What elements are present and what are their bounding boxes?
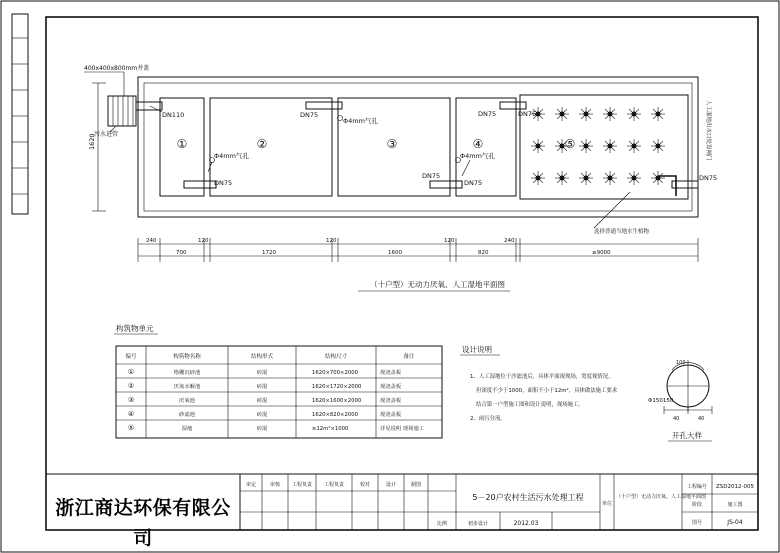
design-line: 2、雨污分流。 — [470, 416, 506, 422]
structures-header-cell: 结构尺寸 — [324, 354, 348, 360]
structures-title: 构筑物单元 — [116, 324, 154, 333]
plan-title: （十户型）无动力厌氧、人工湿地平面图 — [370, 280, 505, 289]
structures-cell: 1620×820×2000 — [312, 412, 358, 418]
structures-cell: 砖混 — [256, 412, 268, 418]
dim-label: 120 — [444, 238, 455, 244]
wetland-plant — [555, 171, 569, 185]
wetland-plant — [531, 139, 545, 153]
outlet-gate — [658, 176, 676, 196]
structures-cell: 厌氧池 — [179, 398, 195, 404]
vent-label: Φ4mm气孔 — [343, 117, 378, 125]
structures-section — [114, 323, 442, 438]
dim-label: 820 — [478, 250, 489, 256]
structures-cell: 现浇盖板 — [380, 398, 402, 404]
tb-cell: 校对 — [359, 482, 371, 488]
wetland-plant — [627, 139, 641, 153]
tb-cell: 设计 — [385, 482, 397, 488]
dim-label: ≥9000 — [592, 250, 611, 256]
design-line: 结合第一户型施工图和设计说明，现场施工。 — [476, 402, 584, 408]
design-line: 1、人工湿地位于沙滤池后，具体平面视现场，宽度视情况， — [470, 374, 614, 380]
tank-label-2: ② — [256, 137, 268, 151]
tb-sheet-label: 图号 — [691, 520, 703, 526]
pipe-label-dn75: DN75 — [422, 172, 441, 180]
pipes — [136, 102, 698, 188]
tb-sheet: JS-04 — [727, 519, 743, 526]
sheet-border — [1, 1, 779, 552]
structures-cell: 详见说明 现场施工 — [380, 426, 425, 432]
wetland-area — [520, 95, 688, 199]
dim-label: 120 — [326, 238, 337, 244]
structures-header — [125, 352, 415, 360]
wetland-plant — [651, 139, 665, 153]
tb-stage-label: 阶段 — [691, 502, 703, 508]
drawing-frame — [46, 17, 758, 549]
tank-label-1: ① — [176, 137, 188, 151]
dimension-chain — [138, 238, 698, 262]
structures-cell: 砂滤池 — [179, 412, 195, 418]
structures-cell: ≥12m²×1000 — [312, 426, 349, 432]
pipe-label-dn75: DN75 — [478, 110, 497, 118]
tb-unit-label: 单位 — [601, 501, 613, 507]
tb-drawing-no-label: 工程编号 — [686, 484, 708, 490]
structures-cell: 砖混 — [256, 398, 268, 404]
pipe-label-dn110: DN110 — [162, 111, 185, 119]
structures-rows — [128, 368, 425, 432]
structures-cell: 1620×700×2000 — [312, 370, 358, 376]
vent-label: Φ4mm气孔 — [214, 152, 249, 160]
wetland-plant — [603, 107, 617, 121]
tb-cell: 制图 — [410, 482, 422, 488]
structures-cell: 1620×1600×2000 — [312, 398, 362, 404]
design-notes — [460, 344, 618, 422]
wetland-plant — [603, 171, 617, 185]
top-note-leader — [84, 72, 124, 96]
design-title: 设计说明 — [462, 345, 492, 354]
structures-cell: 砖混 — [256, 426, 268, 432]
structures-cell: 格栅沉砂池 — [173, 370, 201, 376]
detail-dim: 40 — [673, 416, 680, 422]
inlet-grate — [108, 96, 136, 126]
wetland-plant — [651, 171, 665, 185]
structures-header-cell: 编号 — [125, 354, 137, 360]
tank-label-5: ⑤ — [564, 137, 576, 151]
wetland-plant — [627, 171, 641, 185]
structures-cell: ④ — [127, 410, 135, 418]
vent-label: Φ4mm气孔 — [460, 152, 495, 160]
tb-stage: 施工图 — [727, 502, 743, 508]
top-note: 400x400x800mm井盖 — [84, 65, 150, 72]
detail-title: 开孔大样 — [672, 431, 702, 440]
structures-cell: ⑤ — [127, 424, 135, 432]
pipe-label-dn75: DN75 — [518, 110, 537, 118]
inlet-grate-hatch — [113, 96, 133, 126]
structures-cell: 砖混 — [256, 384, 268, 390]
dim-label: 240 — [146, 238, 157, 244]
pipe-label-dn75: DN75 — [300, 111, 319, 119]
dim-label: 700 — [176, 250, 187, 256]
structures-cell: ① — [127, 368, 135, 376]
structures-cell: 砖混 — [256, 370, 268, 376]
tb-phase-label: 初步设计 — [467, 521, 489, 527]
wetland-plant — [651, 107, 665, 121]
inlet-label: 污水进管 — [94, 131, 119, 138]
wetland-plant — [579, 171, 593, 185]
structures-cell: 现浇盖板 — [380, 370, 402, 376]
binding-strip-ticks — [12, 38, 28, 194]
structures-cell: 现浇盖板 — [380, 384, 402, 390]
wetland-plant — [531, 171, 545, 185]
dim-label: 1720 — [262, 250, 276, 256]
detail-dim: 100 — [676, 360, 686, 366]
structures-cell: 湿地 — [181, 426, 193, 432]
right-note: 人工湿地出水口处设闸门 — [705, 100, 711, 161]
pipe-label-dn75: DN75 — [214, 179, 233, 187]
wetland-plant — [579, 139, 593, 153]
detail-pipe: Φ150150 — [648, 398, 674, 404]
wetland-plant — [579, 107, 593, 121]
company-name: 浙江商达环保有限公司 — [55, 497, 231, 549]
tb-drawing-name: （十户型）无动力厌氧、人工湿地平面图 — [616, 494, 707, 500]
tb-cell: 工程负责 — [291, 482, 313, 488]
structures-header-cell: 构筑物名称 — [173, 354, 201, 360]
tb-cell: 审核 — [269, 482, 281, 488]
tb-cell: 工程负责 — [323, 482, 345, 488]
design-line: 但深度不少于1000，面积不小于12m²，具体做法施工要求 — [476, 388, 618, 394]
dim-label: 120 — [198, 238, 209, 244]
tb-cell: 审定 — [245, 482, 257, 488]
structures-header-cell: 结构形式 — [250, 354, 274, 360]
dim-label: 240 — [504, 238, 515, 244]
wetland-plant — [627, 107, 641, 121]
tb-project: 5－20户农村生活污水处理工程 — [472, 493, 584, 502]
height-dim: 1620 — [88, 133, 96, 150]
tb-drawing-no: ZSD2012-005 — [716, 484, 754, 490]
structures-cell: 1620×1720×2000 — [312, 384, 362, 390]
structures-header-cell: 备注 — [403, 354, 415, 360]
wetland-note: 选择普通当地水生植物 — [594, 229, 650, 235]
detail-dim: 40 — [698, 416, 705, 422]
wetland-plants — [531, 107, 665, 185]
tb-scale-label: 比例 — [436, 521, 448, 527]
pipe-label-dn75: DN75 — [464, 179, 483, 187]
structures-cell: 厌氧水解池 — [173, 384, 201, 390]
tank-label-4: ④ — [472, 137, 484, 151]
wetland-plant — [555, 107, 569, 121]
tb-date: 2012.03 — [513, 520, 539, 527]
dim-label: 1600 — [388, 250, 402, 256]
plan-view — [84, 64, 717, 291]
tank-label-3: ③ — [386, 137, 398, 151]
opening-detail — [648, 360, 712, 441]
binding-strip — [12, 14, 28, 214]
wetland-plant — [603, 139, 617, 153]
structures-cell: ③ — [127, 396, 135, 404]
structures-cell: 现浇盖板 — [380, 412, 402, 418]
structures-cell: ② — [127, 382, 135, 390]
pipe-label-dn75-outlet: DN75 — [699, 174, 718, 182]
